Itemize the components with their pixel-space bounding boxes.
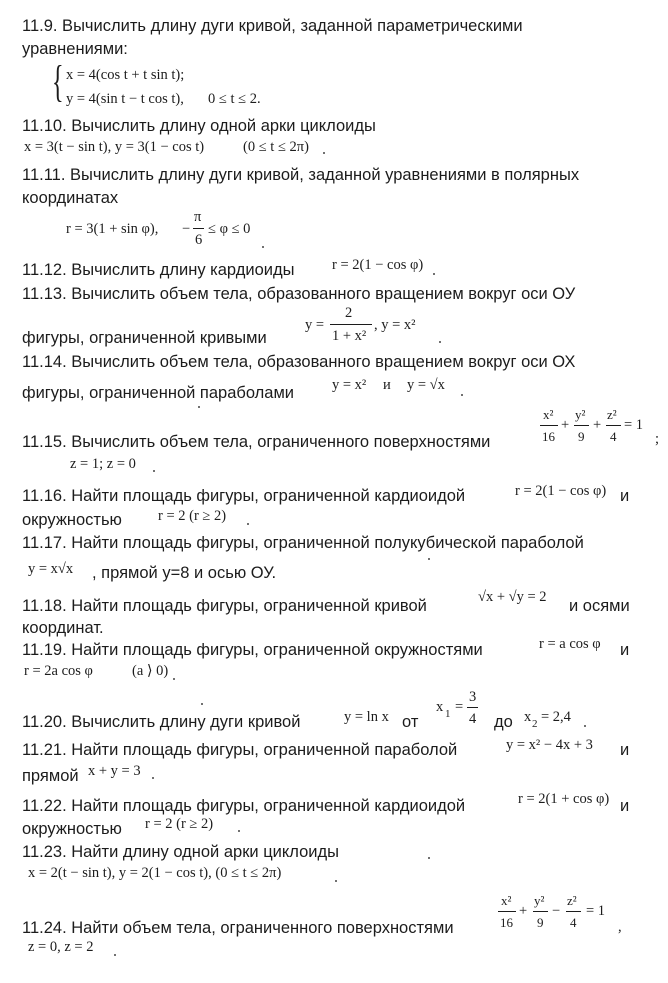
problem-11-15-semicolon: ; [655,431,660,447]
problem-11-20-x2: x [524,709,532,725]
scan-speck [201,703,203,705]
problem-11-11-frac-num: π [194,209,202,225]
problem-11-24-t1-num: x² [501,893,512,908]
problem-11-14-conj: и [383,377,391,393]
problem-11-9-eq-x: x = 4(cos t + t sin t); [66,67,185,83]
problem-11-20-x2-val: = 2,4 [541,709,571,725]
problem-11-20-x1-sub: 1 [445,708,451,720]
problem-11-11-text: 11.11. Вычислить длину дуги кривой, заданной уравнениями в полярных [22,166,580,184]
problem-11-19-eq2: r = 2a cos φ [24,663,93,679]
problem-11-15-t2-num: y² [575,407,586,422]
problem-11-22-text-cont: окружностью [22,820,122,838]
problem-11-17-text: 11.17. Найти площадь фигуры, ограниченной полукубической параболой [22,534,584,552]
period-dot [461,394,463,396]
problem-11-21-eq2: x + y = 3 [88,763,141,779]
problem-11-24-t3-den: 4 [570,915,577,930]
problem-11-13-eq2: , y = x² [374,317,416,333]
fraction-bar [533,911,548,912]
problem-11-12-text: 11.12. Вычислить длину кардиоиды [22,261,295,279]
problem-11-19-conj: и [620,641,630,659]
fraction-bar [330,324,372,325]
period-dot [238,830,240,832]
problem-11-10-eq: x = 3(t − sin t), y = 3(1 − cos t) [24,139,205,155]
problem-11-24-eq-tail: = 1 [586,903,606,919]
problem-11-15-t1-num: x² [543,407,554,422]
problem-11-13-frac-num: 2 [345,305,353,321]
fraction-bar [574,425,589,426]
problem-11-22-eq2: r = 2 (r ≥ 2) [145,816,214,832]
problem-11-14-eq2: y = √x [407,377,445,393]
problem-11-12-eq: r = 2(1 − cos φ) [332,257,424,273]
problem-11-20-text: 11.20. Вычислить длину дуги кривой [22,713,301,731]
problem-11-16-text: 11.16. Найти площадь фигуры, ограниченной кардиоидой [22,487,466,505]
problem-11-24-t3-num: z² [567,893,577,908]
problem-11-14-text: 11.14. Вычислить объем тела, образованного вращением вокруг оси ОХ [22,353,576,371]
problem-11-16-eq1: r = 2(1 − cos φ) [515,483,607,499]
problem-11-22-eq1: r = 2(1 + cos φ) [518,791,610,807]
problem-11-13-text: 11.13. Вычислить объем тела, образованного вращением вокруг оси ОУ [22,285,576,303]
problem-11-24-text: 11.24. Найти объем тела, ограниченного поверхностями [22,919,454,937]
fraction-bar [467,707,478,708]
problem-11-21-conj: и [620,741,630,759]
problem-11-14-text-cont: фигуры, ограниченной параболами [22,384,295,402]
problem-11-18-tail: и осями [569,597,630,615]
problem-11-15-text: 11.15. Вычислить объем тела, ограниченного поверхностями [22,433,491,451]
problem-11-24-minus: − [552,903,561,919]
problem-11-24-t2-num: y² [534,893,545,908]
problem-11-10-range: (0 ≤ t ≤ 2π) [243,139,309,155]
problem-11-20-x1: x [436,699,444,715]
problem-11-21-eq1: y = x² − 4x + 3 [506,737,593,753]
period-dot [114,954,116,956]
period-dot [152,777,154,779]
problem-11-22-text: 11.22. Найти площадь фигуры, ограниченной кардиоидой [22,797,466,815]
problem-11-19-eq1: r = a cos φ [539,636,601,652]
problem-11-13-y-eq: y = [305,317,325,333]
problem-11-20-frac-num: 3 [469,689,477,705]
period-dot [584,725,586,727]
fraction-bar [540,425,558,426]
problem-11-14-eq1: y = x² [332,377,367,393]
problem-11-20-eq: y = ln x [344,709,389,725]
problem-11-18-text-cont: координат. [22,619,104,637]
problem-11-11-range: ≤ φ ≤ 0 [208,221,251,237]
problem-11-15-t3-num: z² [607,407,617,422]
problem-11-11-frac-den: 6 [195,232,203,248]
period-dot [335,880,337,882]
system-brace: { [52,57,64,106]
problem-11-15-plus2: + [593,417,602,433]
problem-11-16-conj: и [620,487,630,505]
problem-11-17-eq: y = x√x [28,561,74,577]
period-dot [173,678,175,680]
problem-11-16-eq2: r = 2 (r ≥ 2) [158,508,227,524]
fraction-bar [193,228,204,229]
problem-11-20-to: до [494,713,513,731]
problem-11-10-text: 11.10. Вычислить длину одной арки циклоиды [22,117,376,135]
problem-11-9-text-cont: уравнениями: [22,40,128,58]
problem-11-16-text-cont: окружностью [22,511,122,529]
problem-11-9-eq-y: y = 4(sin t − t cos t), [66,91,184,107]
scan-speck [428,857,430,859]
problem-11-13-text-cont: фигуры, ограниченной кривыми [22,329,267,347]
problem-11-9-range: 0 ≤ t ≤ 2. [208,91,261,107]
problem-11-15-t3-den: 4 [610,429,617,444]
problem-11-20-frac-den: 4 [469,711,477,727]
problem-11-15-t2-den: 9 [578,429,585,444]
problem-11-17-tail: , прямой y=8 и осью ОУ. [92,564,277,582]
fraction-bar [606,425,621,426]
problem-11-11-text-cont: координатах [22,189,119,207]
period-dot [247,523,249,525]
problem-11-11-eq: r = 3(1 + sin φ), [66,221,159,237]
problem-11-15-t1-den: 16 [542,429,555,444]
problem-11-13-frac-den: 1 + x² [332,328,367,344]
problem-11-24-eq2: z = 0, z = 2 [28,939,94,955]
problem-11-11-minus: − [182,221,191,237]
problem-11-18-eq: √x + √y = 2 [478,589,547,605]
problem-11-23-eq: x = 2(t − sin t), y = 2(1 − cos t), (0 ≤ t ≤ 2π) [28,865,282,881]
period-dot [153,470,155,472]
problem-11-24-plus1: + [519,903,528,919]
fraction-bar [566,911,581,912]
problem-11-15-eq2: z = 1; z = 0 [70,456,136,472]
problem-11-23-text: 11.23. Найти длину одной арки циклоиды [22,843,339,861]
scan-speck [198,406,200,408]
problem-11-19-cond: (a ⟩ 0) [132,663,169,679]
problem-11-20-from: от [402,713,419,731]
problem-11-9-text: 11.9. Вычислить длину дуги кривой, заданной параметрическими [22,17,523,35]
problem-11-24-t2-den: 9 [537,915,544,930]
problem-11-19-text: 11.19. Найти площадь фигуры, ограниченной окружностями [22,641,483,659]
fraction-bar [498,911,516,912]
problem-11-21-text: 11.21. Найти площадь фигуры, ограниченной параболой [22,741,458,759]
problem-11-21-text-cont: прямой [22,767,79,785]
problem-11-18-text: 11.18. Найти площадь фигуры, ограниченной кривой [22,597,427,615]
problem-11-24-t1-den: 16 [500,915,513,930]
problem-11-15-plus1: + [561,417,570,433]
problem-11-15-eq-tail: = 1 [624,417,644,433]
period-dot [439,341,441,343]
problem-11-20-x2-sub: 2 [532,718,538,730]
period-dot [323,152,325,154]
problem-11-22-conj: и [620,797,630,815]
problem-11-24-comma: , [618,919,622,935]
problem-11-20-x1-eq: = [455,699,464,715]
period-dot [433,273,435,275]
period-dot [262,246,264,248]
scan-speck [428,558,430,560]
